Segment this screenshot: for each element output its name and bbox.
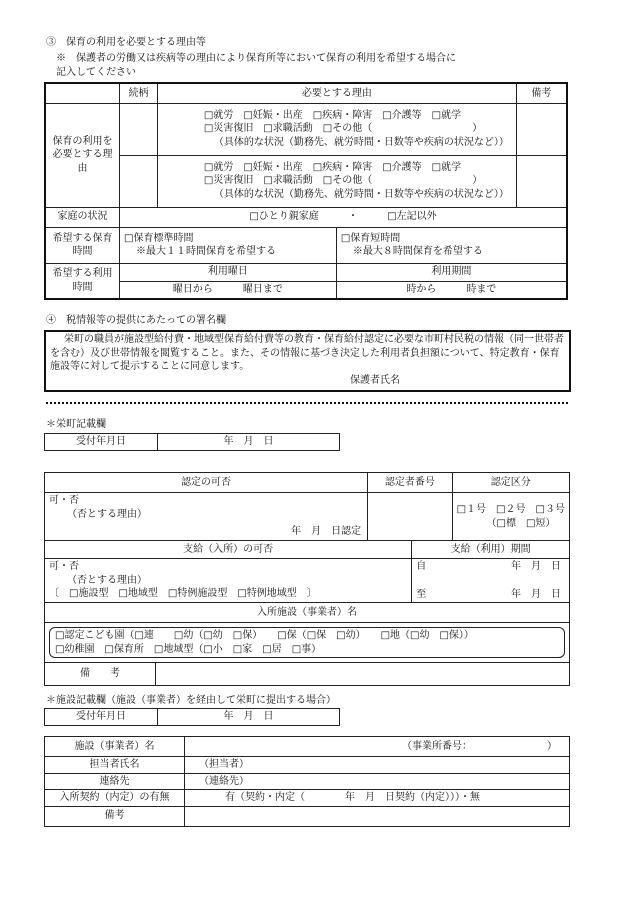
- person-label: 担当者氏名: [45, 757, 185, 774]
- relation-cell-2[interactable]: [120, 155, 158, 207]
- relation-header: 続柄: [120, 83, 158, 103]
- period-from-date[interactable]: 年 月 日: [511, 561, 561, 572]
- reason-options-1a[interactable]: □就労 □妊娠・出産 □疾病・障害 □介護等 □就学: [203, 109, 462, 121]
- use-day-header: 利用曜日: [120, 263, 337, 281]
- short-time-cell[interactable]: [336, 227, 567, 263]
- sec3-note2: 記入してください: [56, 67, 136, 78]
- family-label: 家庭の状況: [45, 207, 120, 227]
- facility-remarks-label: 備考: [45, 806, 185, 826]
- remarks-cell-2[interactable]: [516, 155, 567, 207]
- reason-header: 必要とする理由: [157, 83, 516, 103]
- reason-detail-1: （具体的な状況（勤務先、就労時間・日数等や疾病の状況など））: [213, 136, 509, 148]
- period-to-date[interactable]: 年 月 日: [511, 588, 561, 600]
- facility-options-1[interactable]: □認定こども園（□連 □幼（□幼 □保） □保（□保 □幼） □地（□幼 □保））: [55, 630, 474, 641]
- facility-options-2[interactable]: □幼稚園 □保育所 □地域型（□小 □家 □居 □事）: [55, 643, 322, 655]
- consent-box: [44, 330, 571, 392]
- supply-types[interactable]: 〔 □施設型 □地域型 □特例施設型 □特例地域型 〕: [49, 588, 317, 599]
- facility-office-number[interactable]: （事業所番号： ）: [185, 737, 570, 757]
- category-standard-short[interactable]: （□標 □短）: [486, 517, 556, 529]
- approval-date[interactable]: 年 月 日認定: [291, 525, 362, 537]
- use-period-header: 利用期間: [336, 263, 567, 281]
- approval-header: 認定の可否: [45, 473, 368, 493]
- use-time-label: 希望する利用時間: [45, 263, 120, 299]
- reason-options-2a[interactable]: □就労 □妊娠・出産 □疾病・障害 □介護等 □就学: [203, 161, 462, 173]
- period-from-label: 自: [416, 561, 427, 572]
- sec3-note1: ※ 保護者の労働又は疾病等の理由により保育所等において保育の利用を希望する場合に: [56, 53, 456, 64]
- contact-value[interactable]: （連絡先）: [185, 773, 570, 790]
- town-heading: ＊栄町記載欄: [46, 419, 106, 430]
- facility-type-cell[interactable]: [45, 623, 570, 663]
- town-remarks-label: 備 考: [45, 663, 156, 685]
- standard-time-note: ※最大１１時間保育を希望する: [136, 246, 277, 257]
- standard-time-option[interactable]: □保育標準時間: [124, 232, 194, 244]
- remarks-header: 備考: [516, 83, 567, 103]
- town-remarks-value[interactable]: [156, 663, 569, 685]
- period-to-label: 至: [416, 588, 427, 600]
- family-other[interactable]: □左記以外: [387, 211, 437, 223]
- guardian-sign-label[interactable]: 保護者氏名: [350, 375, 400, 386]
- approval-yes-no[interactable]: 可・否: [49, 495, 79, 506]
- reason-options-2b[interactable]: □災害復旧 □求職活動 □その他（ ）: [203, 175, 483, 187]
- short-time-option[interactable]: □保育短時間: [340, 232, 401, 244]
- category-options[interactable]: □１号 □２号 □３号: [456, 504, 565, 515]
- reason-cell-2[interactable]: [157, 155, 516, 207]
- facility-name-label: 施設（事業者）名: [45, 737, 185, 757]
- town-remarks-row: [45, 663, 570, 686]
- short-time-note: ※最大８時間保育を希望する: [352, 246, 483, 257]
- facility-name-header: 入所施設（事業者）名: [45, 603, 570, 623]
- approver-number-cell[interactable]: [368, 493, 452, 541]
- supply-period-cell[interactable]: [412, 559, 570, 603]
- supply-header: 支給（入所）の可否: [45, 541, 412, 559]
- supply-deny-reason: （否とする理由）: [67, 574, 147, 586]
- family-cell[interactable]: [120, 207, 567, 227]
- facility-received-table: [44, 708, 340, 726]
- family-single-parent[interactable]: □ひとり親家庭: [249, 211, 319, 223]
- supply-cell[interactable]: [45, 559, 412, 603]
- supply-period-header: 支給（利用）期間: [412, 541, 570, 559]
- category-cell[interactable]: [452, 493, 569, 541]
- reason-detail-2: （具体的な状況（勤務先、就労時間・日数等や疾病の状況など））: [213, 188, 509, 200]
- sec3-heading: ③ 保育の利用を必要とする理由等: [46, 37, 206, 48]
- approver-header: 認定者番号: [368, 473, 452, 493]
- use-day-value[interactable]: 曜日から 曜日まで: [120, 281, 337, 299]
- relation-cell-1[interactable]: [120, 103, 158, 155]
- consent-text: 栄町の職員が施設型給付費・地域型保育給付費等の教育・保育給付認定に必要な市町村民税の情報（同一世帯者を含む）及び世帯情報を閲覧すること。また、その情報に基づき決定した利用者負担額について、特定教育・保育施設等に対して提示することに同意します。: [50, 334, 564, 372]
- town-received-value[interactable]: 年 月 日: [158, 434, 340, 451]
- facility-received-value[interactable]: 年 月 日: [158, 709, 340, 726]
- sec4-heading: ④ 税情報等の提供にあたっての署名欄: [46, 315, 226, 326]
- town-received-label: 受付年月日: [45, 434, 158, 451]
- facility-remarks-value[interactable]: [185, 806, 570, 826]
- approval-table: [44, 472, 570, 686]
- town-received-table: [44, 433, 340, 451]
- reason-table: [44, 82, 568, 300]
- approval-cell[interactable]: [45, 493, 368, 541]
- corner-cell: [45, 83, 120, 103]
- contract-value[interactable]: 有（契約・内定（ 年 月 日契約（内定）））・無: [185, 790, 570, 807]
- contract-label: 入所契約（内定）の有無: [45, 790, 185, 807]
- facility-received-label: 受付年月日: [45, 709, 158, 726]
- category-header: 認定区分: [452, 473, 569, 493]
- standard-time-cell[interactable]: [120, 227, 337, 263]
- person-value[interactable]: （担当者）: [185, 757, 570, 774]
- reason-row-label: 保育の利用を必要とする理由: [45, 103, 120, 207]
- family-separator: ・: [348, 211, 358, 223]
- supply-yes-no[interactable]: 可・否: [49, 561, 79, 572]
- contact-label: 連絡先: [45, 773, 185, 790]
- reason-cell-1[interactable]: [157, 103, 516, 155]
- reason-options-1b[interactable]: □災害復旧 □求職活動 □その他（ ）: [203, 123, 483, 135]
- approval-deny-reason: （否とする理由）: [67, 508, 147, 520]
- hope-time-label: 希望する保育時間: [45, 227, 120, 263]
- facility-heading: ＊施設記載欄（施設（事業者）を経由して栄町に提出する場合）: [46, 695, 336, 706]
- remarks-cell-1[interactable]: [516, 103, 567, 155]
- facility-table: [44, 736, 570, 827]
- dotted-separator: [46, 402, 568, 404]
- use-period-value[interactable]: 時から 時まで: [336, 281, 567, 299]
